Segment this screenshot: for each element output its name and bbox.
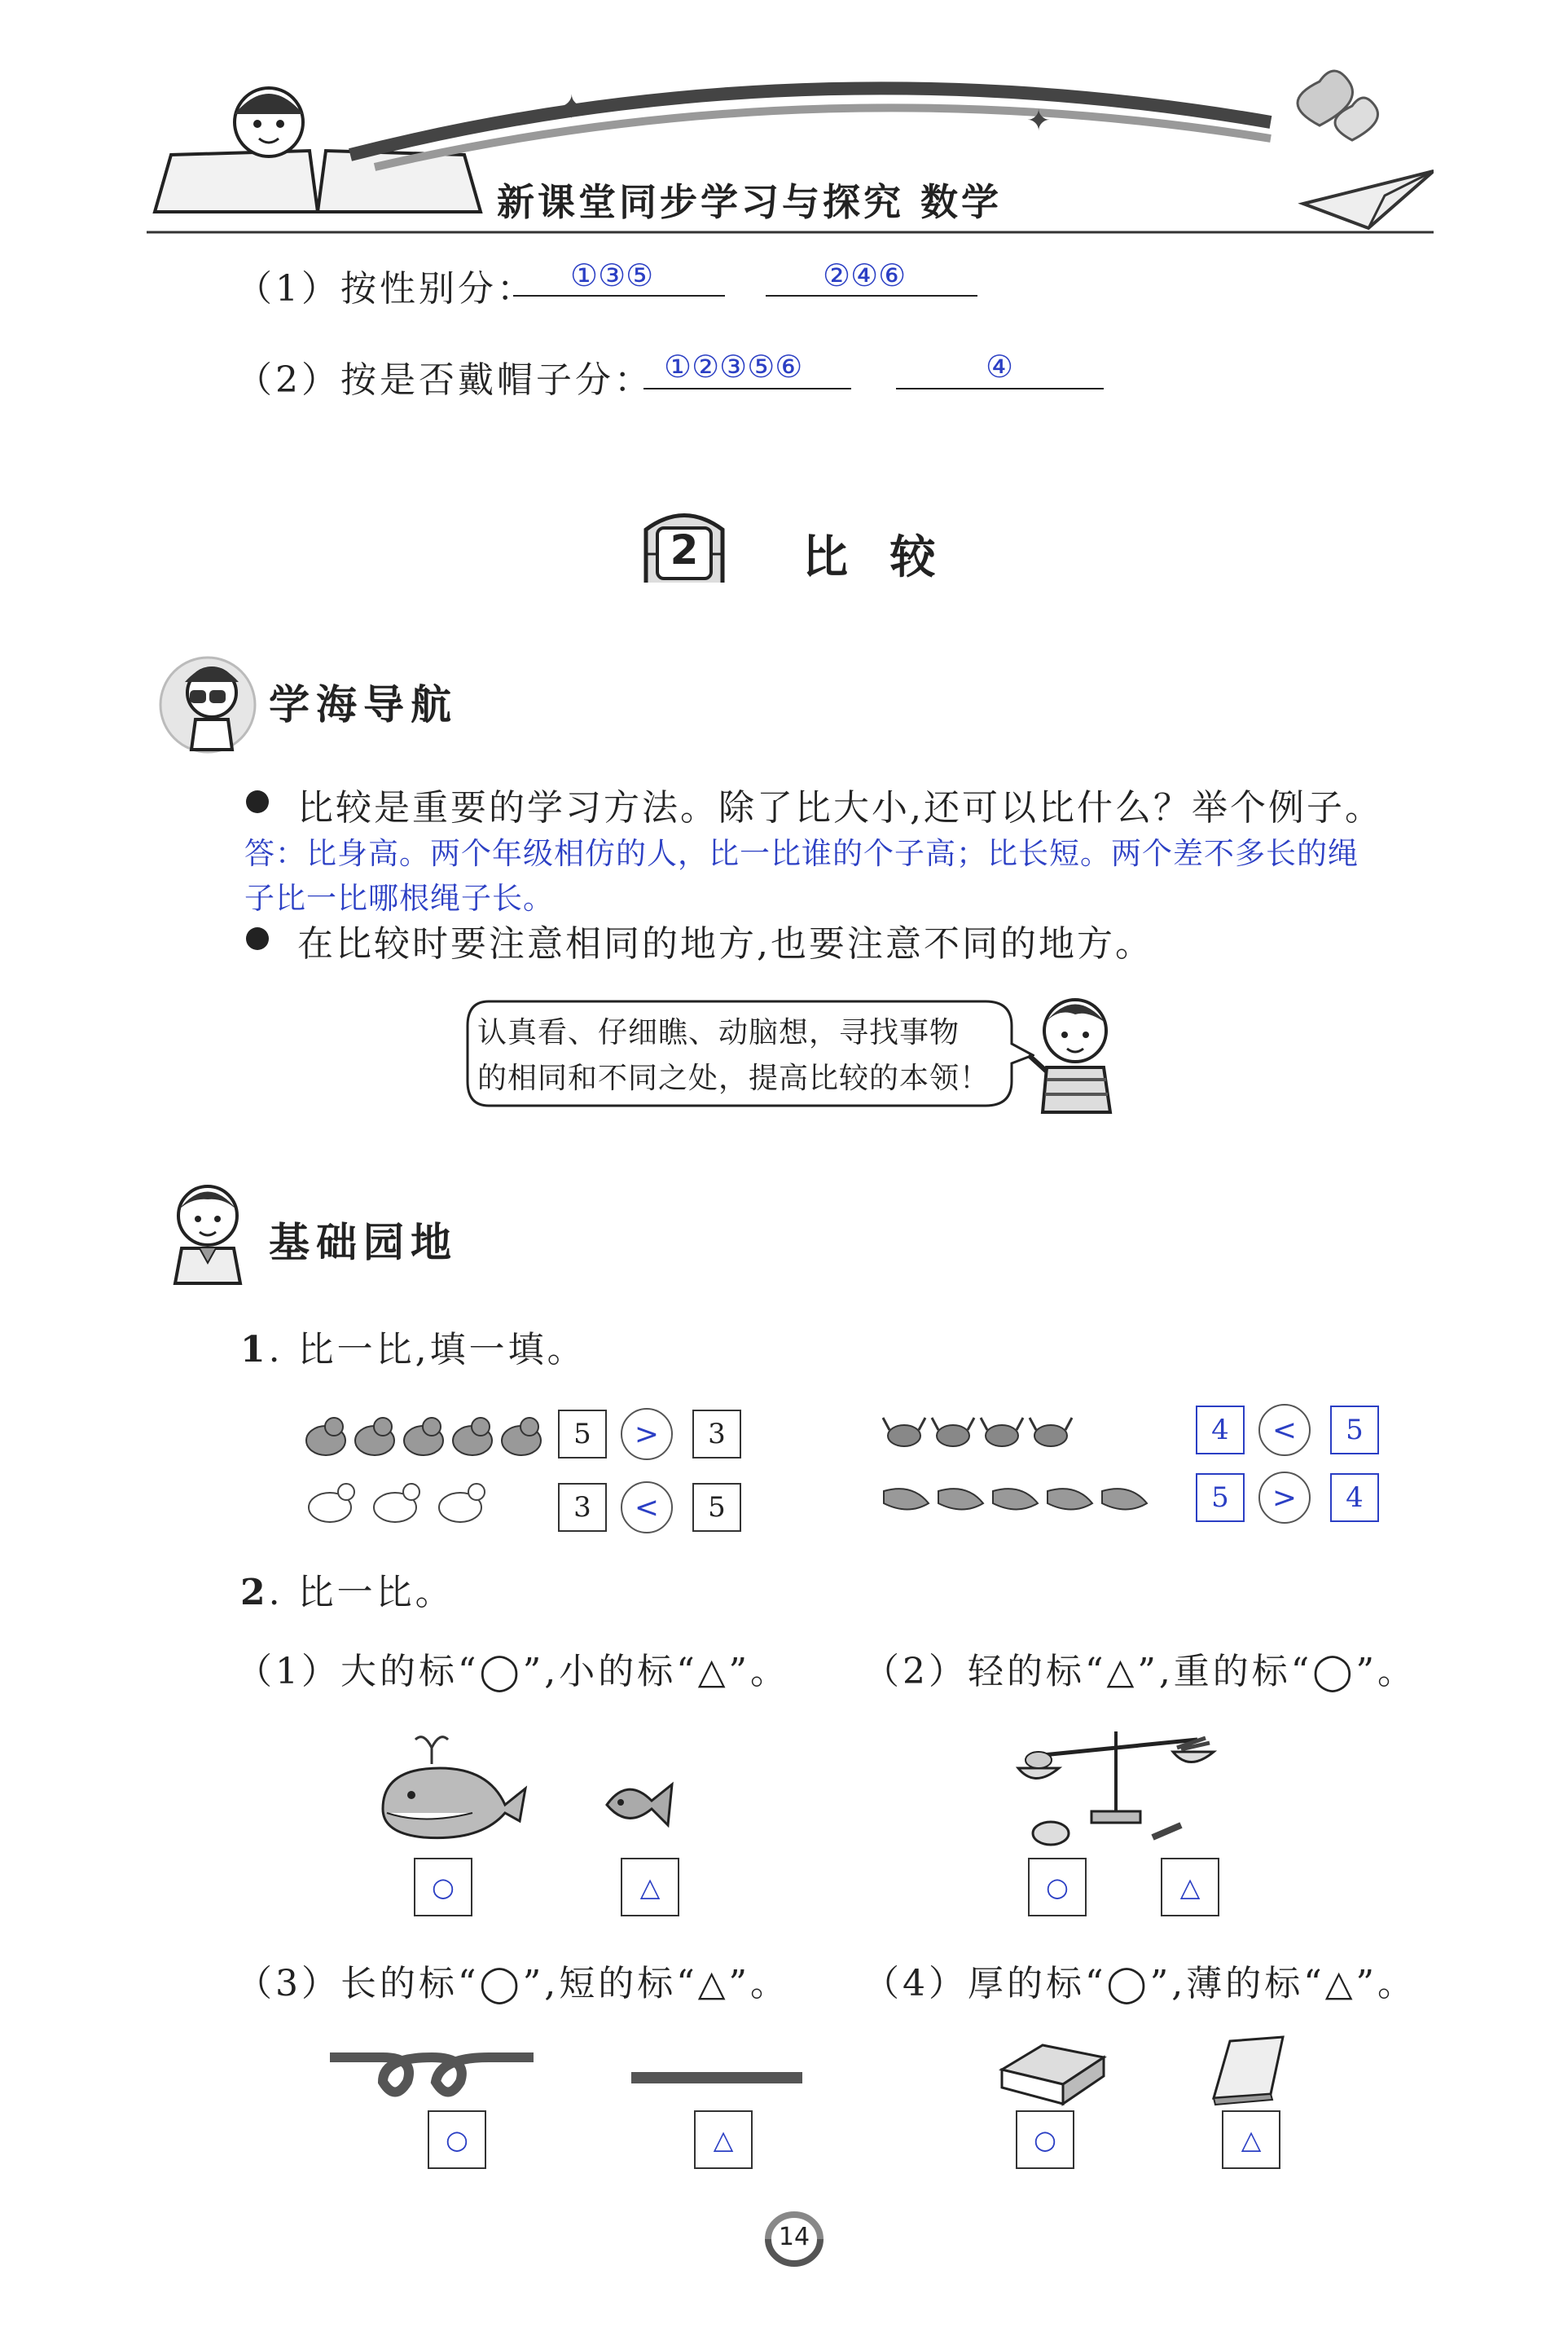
header-title: 新课堂同步学习与探究 数学 — [497, 180, 1003, 224]
q1-right-row1-a: 4 — [1196, 1406, 1245, 1454]
q-prev-line2-answer-a: ①②③⑤⑥ — [664, 349, 803, 385]
q-prev-line1-blank-b — [766, 295, 977, 297]
q2-part4-label: （4）厚的标“◯”,薄的标“△”。 — [863, 1963, 1417, 2004]
basics-heading: 基础园地 — [269, 1219, 458, 1266]
q1-label — [240, 1320, 586, 1372]
q2-part1-label: （1）大的标“◯”,小的标“△”。 — [236, 1651, 790, 1692]
hens-row-icon — [301, 1479, 497, 1531]
q1-right-row1-op: < — [1258, 1404, 1311, 1456]
q2-part2-label: （2）轻的标“△”,重的标“◯”。 — [863, 1651, 1417, 1692]
q1-left-row2-b: 5 — [692, 1483, 741, 1532]
svg-text:✦: ✦ — [558, 89, 586, 126]
q1-left-row2-a: 3 — [558, 1483, 607, 1532]
page-number: 14 — [778, 2223, 810, 2251]
q1-left-row1-a: 5 — [558, 1410, 607, 1458]
guide-answer-line1: 答：比身高。两个年级相仿的人，比一比谁的个子高；比长短。两个差不多长的绳 — [244, 836, 1359, 871]
section-title: 比 较 — [802, 531, 949, 584]
balance-scale-icon — [1010, 1723, 1222, 1857]
q2-number: 2 — [240, 1572, 269, 1613]
q-prev-line2-answer-b: ④ — [986, 349, 1014, 385]
q1-right-row2-b: 4 — [1330, 1473, 1379, 1522]
mark-long-rope: ○ — [428, 2110, 486, 2169]
thin-book-icon — [1206, 2033, 1295, 2110]
mark-fish: △ — [621, 1858, 679, 1916]
q1-right-row2-a: 5 — [1196, 1473, 1245, 1522]
shrimps-row-icon — [880, 1479, 1157, 1523]
q1-left-row1-op: > — [621, 1408, 673, 1460]
mark-thick-book: ○ — [1016, 2110, 1074, 2169]
bullet-dot — [246, 790, 269, 813]
section-number: 2 — [670, 526, 699, 574]
q-prev-line1-blank-a — [513, 295, 725, 297]
boy-pointing-icon — [1022, 990, 1136, 1124]
chicks-row-icon — [301, 1414, 546, 1462]
small-fish-icon — [603, 1768, 676, 1837]
tip-speech-bubble — [464, 998, 1018, 1108]
q1-left-row1-b: 3 — [692, 1410, 741, 1458]
guide-bullet1: 比较是重要的学习方法。除了比大小,还可以比什么？举个例子。 — [297, 787, 1383, 829]
long-rope-icon — [326, 2041, 538, 2110]
q-prev-line2-blank-b — [896, 388, 1104, 389]
q1-text: . 比一比,填一填。 — [268, 1329, 586, 1370]
q1-number: 1 — [240, 1329, 269, 1370]
q-prev-line2-blank-a — [643, 388, 851, 389]
q-prev-line1-label: （1）按性别分： — [236, 268, 536, 310]
mark-carrot: △ — [1161, 1858, 1219, 1916]
girl-thumbs-up-icon — [151, 1173, 265, 1291]
mark-short-rope: △ — [694, 2110, 753, 2169]
thick-book-icon — [994, 2037, 1108, 2114]
crabs-row-icon — [880, 1410, 1083, 1458]
q1-right-row1-b: 5 — [1330, 1406, 1379, 1454]
explorer-kid-icon — [151, 648, 265, 757]
page-number-badge — [753, 2210, 835, 2268]
q-prev-line2-label: （2）按是否戴帽子分： — [236, 359, 653, 401]
q2-text: . 比一比。 — [268, 1572, 455, 1613]
section-number-badge — [639, 505, 729, 587]
guide-bullet2: 在比较时要注意相同的地方,也要注意不同的地方。 — [297, 923, 1153, 965]
bubble-line1: 认真看、仔细瞧、动脑想，寻找事物 — [477, 1016, 960, 1049]
bullet-dot — [246, 927, 269, 950]
q1-right-row2-op: > — [1258, 1472, 1311, 1524]
q2-part3-label: （3）长的标“◯”,短的标“△”。 — [236, 1963, 790, 2004]
q1-left-row2-op: < — [621, 1481, 673, 1533]
svg-text:✦: ✦ — [1026, 104, 1052, 138]
bubble-line2: 的相同和不同之处，提高比较的本领！ — [477, 1062, 990, 1095]
q-prev-line1-answer-b: ②④⑥ — [823, 257, 907, 293]
guide-answer-line2: 子比一比哪根绳子长。 — [244, 881, 554, 916]
whale-icon — [375, 1731, 529, 1849]
short-rope-icon — [627, 2066, 806, 2093]
mark-radish: ○ — [1028, 1858, 1087, 1916]
guide-heading: 学海导航 — [269, 681, 458, 728]
mark-whale: ○ — [414, 1858, 472, 1916]
mark-thin-book: △ — [1222, 2110, 1280, 2169]
q-prev-line1-answer-a: ①③⑤ — [570, 257, 654, 293]
q2-label — [240, 1563, 455, 1615]
